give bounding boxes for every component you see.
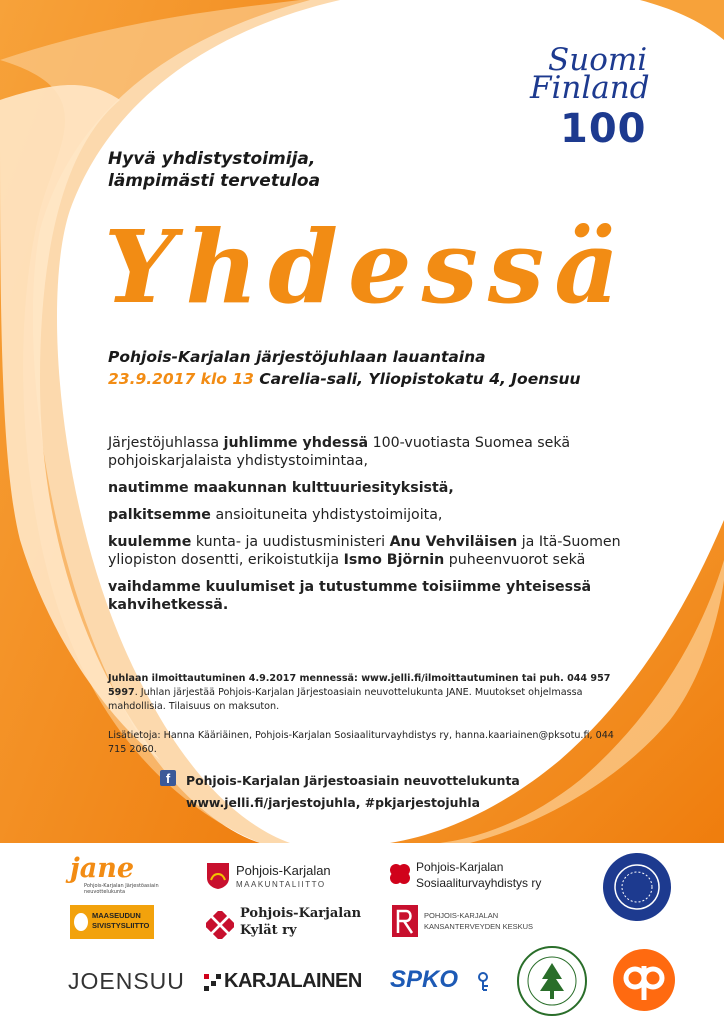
event-place: Carelia-sali, Yliopistokatu 4, Joensuu [253, 370, 581, 388]
text-bold: juhlimme yhdessä [223, 435, 369, 451]
registration-bold: Juhlaan ilmoittautuminen 4.9.2017 mennessä: www.jelli.fi/ilmoittautuminen tai puh. 044 957 5997 [108, 673, 611, 698]
contact-info: Lisätietoja: Hanna Kääriäinen, Pohjois-Karjalan Sosiaaliturvayhdistys ry, hanna.kaariainen@pksotu.fi, 044 715 2060. [108, 730, 614, 755]
program-description [108, 434, 628, 623]
joensuu-logo [68, 964, 188, 1000]
registration-info [108, 672, 628, 714]
page-title: Yhdessä [104, 208, 630, 326]
text: 100-vuotiasta Suomea sekä pohjoiskarjalaista yhdistystoimintaa, [108, 435, 571, 469]
text: puheenvuorot sekä [444, 552, 586, 568]
ms-logo-icon [74, 913, 88, 931]
jane-logo-sub: Pohjois-Karjalan Järjestöasiain neuvottelukunta [84, 883, 159, 895]
greeting-line-2: lämpimästi tervetuloa [108, 171, 321, 191]
karjalainen-logo [204, 966, 379, 1002]
text-bold: palkitsemme [108, 507, 211, 523]
text-bold: Anu Vehviläisen [389, 534, 518, 550]
op-logo [612, 948, 676, 1012]
logo-100: 100 [560, 106, 647, 152]
seal-icon [602, 852, 672, 922]
logo-suomi: Suomi [548, 42, 648, 78]
facebook-line-2: www.jelli.fi/jarjestojuhla, #pkjarjestojuhla [186, 795, 480, 810]
text-bold: vaihdamme kuulumiset ja tutustumme toisiimme yhteisessä kahvihetkessä. [108, 579, 592, 613]
joensuu-logo-text: JOENSUU [68, 968, 185, 994]
kylat-diamond-icon [206, 911, 234, 939]
text-bold: Ismo Björnin [343, 552, 445, 568]
spko-logo-text: SPKO [390, 966, 459, 993]
facebook-icon: f [160, 770, 176, 786]
maaseudun-sivistysliitto-logo [70, 905, 154, 939]
pk-kylat-line-1: Pohjois-Karjalan [240, 906, 362, 921]
paragraph-5 [108, 578, 628, 614]
text: ja Itä-Suomen yliopiston dosentti, erikoistutkija [108, 534, 621, 568]
paragraph-4 [108, 533, 628, 569]
text-bold: kuulemme [108, 534, 192, 550]
facebook-line-1: Pohjois-Karjalan Järjestoasiain neuvottelukunta [186, 773, 520, 788]
suomi-finland-100-logo [530, 42, 690, 152]
key-icon [478, 972, 494, 992]
text: kunta- ja uudistusministeri [191, 534, 390, 550]
paragraph-1 [108, 434, 628, 470]
pk-maakuntaliitto-logo [206, 860, 356, 900]
pk-maakuntaliitto-line-2: MAAKUNTALIITTO [236, 880, 326, 889]
greeting [108, 148, 320, 192]
kulttuurirahasto-seal-logo [516, 945, 588, 1017]
text-bold: nautimme maakunnan kulttuuriesityksistä, [108, 480, 454, 496]
subtitle-line-1: Pohjois-Karjalan järjestöjuhlaan lauantaina [108, 348, 486, 366]
spko-logo [390, 966, 500, 1000]
pk-kylat-line-2: Kylät ry [240, 923, 297, 938]
pk-sosiaaliturva-logo [388, 858, 568, 898]
subtitle-line-2 [108, 368, 581, 390]
maaseudun-text: MAASEUDUN SIVISTYSLIITTO [92, 911, 150, 930]
op-logo-icon [612, 948, 676, 1012]
pk-kansanterveys-line-1: POHJOIS-KARJALAN [424, 911, 499, 920]
karjalainen-mark-icon [204, 974, 222, 992]
round-seal-logo [602, 852, 672, 922]
pk-maakuntaliitto-line-1: Pohjois-Karjalan [236, 863, 331, 878]
pk-kansanterveys-logo [392, 905, 562, 939]
logo-finland: Finland [530, 70, 650, 106]
paragraph-2 [108, 479, 628, 497]
paragraph-3 [108, 506, 628, 524]
jane-logo-text: jane [70, 853, 135, 884]
greeting-line-1: Hyvä yhdistystoimija, [108, 149, 316, 169]
karjalainen-logo-text: KARJALAINEN [224, 970, 362, 992]
coat-of-arms-icon [206, 862, 230, 890]
registration-rest: . Juhlan järjestää Pohjois-Karjalan Järjestoasiain neuvottelukunta JANE. Muutokset ohjelmassa mahdollisia. Tilaisuus on maksuton. [108, 687, 583, 712]
tree-seal-icon [516, 945, 588, 1017]
pk-sosiaaliturva-line-2: Sosiaaliturvayhdistys ry [416, 876, 542, 890]
heart-flower-icon [388, 862, 412, 886]
event-subtitle [108, 346, 581, 390]
text: ansioituneita yhdistystoimijoita, [210, 507, 443, 523]
pk-kylat-logo [206, 905, 366, 945]
jane-logo [70, 855, 180, 895]
kansanterveys-icon [392, 905, 418, 937]
event-date: 23.9.2017 klo 13 [108, 370, 254, 388]
pk-kansanterveys-line-2: KANSANTERVEYDEN KESKUS [424, 922, 534, 931]
pk-sosiaaliturva-line-1: Pohjois-Karjalan [416, 860, 504, 874]
text: Järjestöjuhlassa [108, 435, 224, 451]
